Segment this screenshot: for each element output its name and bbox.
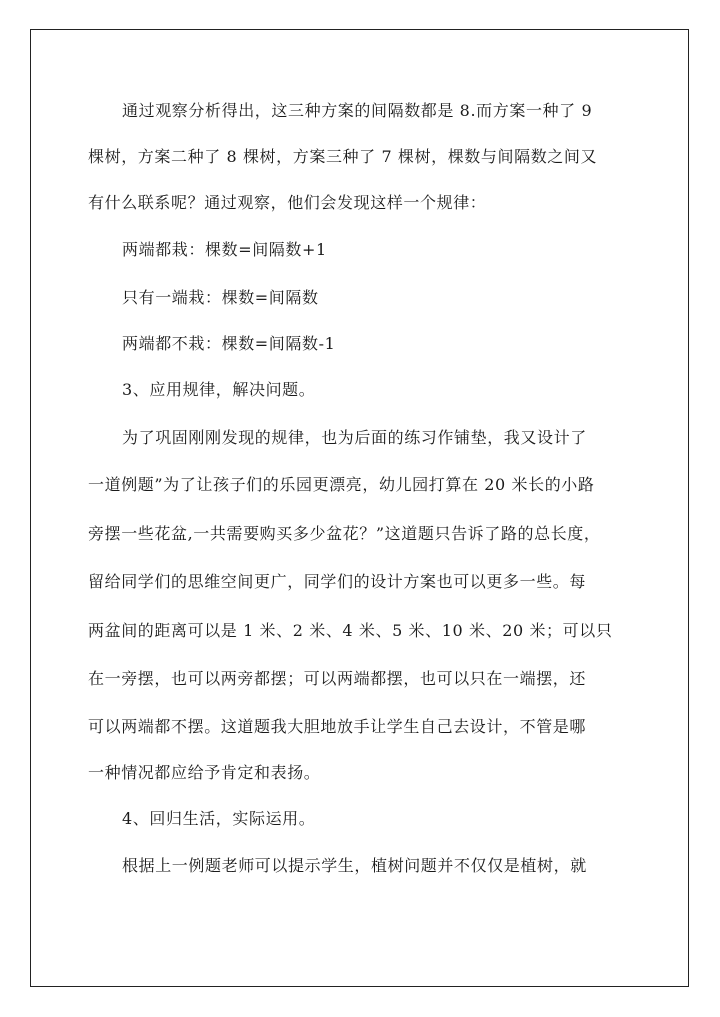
text-line: 两盆间的距离可以是 1 米、2 米、4 米、5 米、10 米、20 米；可以只	[88, 621, 613, 640]
text-line: 可以两端都不摆。这道题我大胆地放手让学生自己去设计，不管是哪	[88, 717, 587, 736]
text-line: 棵树，方案二种了 8 棵树，方案三种了 7 棵树，棵数与间隔数之间又	[88, 147, 598, 166]
text-line: 根据上一例题老师可以提示学生，植树问题并不仅仅是植树，就	[122, 856, 587, 875]
formula-line: 只有一端栽：棵数=间隔数	[122, 288, 319, 307]
section-heading: 4、回归生活，实际运用。	[122, 809, 316, 828]
text-line: 旁摆一些花盆,一共需要购买多少盆花？”这道题只告诉了路的总长度，	[88, 524, 601, 543]
text-line: 在一旁摆，也可以两旁都摆；可以两端都摆，也可以只在一端摆，还	[88, 669, 587, 688]
text-line: 通过观察分析得出，这三种方案的间隔数都是 8.而方案一种了 9	[122, 101, 593, 120]
text-line: 一道例题”为了让孩子们的乐园更漂亮，幼儿园打算在 20 米长的小路	[88, 475, 595, 494]
text-line: 一种情况都应给予肯定和表扬。	[88, 763, 321, 782]
formula-line: 两端都栽：棵数=间隔数+1	[122, 240, 327, 259]
text-line: 为了巩固刚刚发现的规律，也为后面的练习作铺垫，我又设计了	[122, 428, 587, 447]
text-line: 有什么联系呢？通过观察，他们会发现这样一个规律：	[88, 193, 487, 212]
formula-line: 两端都不栽：棵数=间隔数-1	[122, 334, 336, 353]
section-heading: 3、应用规律，解决问题。	[122, 380, 316, 399]
text-line: 留给同学们的思维空间更广，同学们的设计方案也可以更多一些。每	[88, 572, 587, 591]
page-border	[30, 29, 689, 987]
